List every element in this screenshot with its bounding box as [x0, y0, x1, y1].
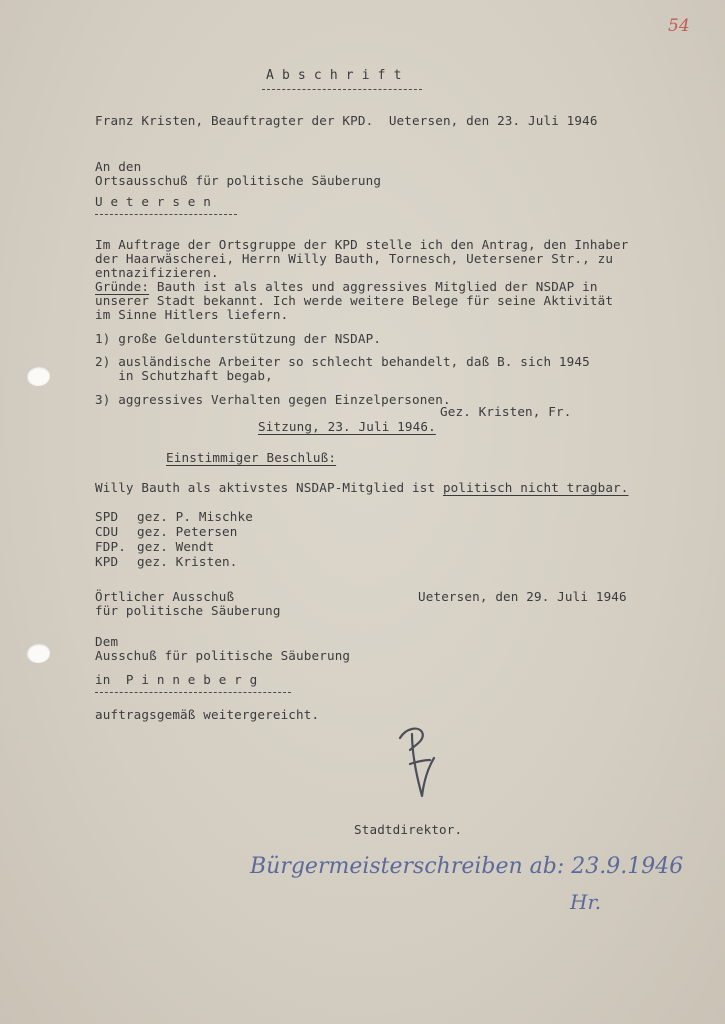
address-underline: [95, 214, 237, 215]
body-line-3: entnazifizieren.: [95, 265, 219, 280]
signed-by: Gez. Kristen, Fr.: [440, 404, 572, 419]
recipient-underline: [95, 692, 291, 693]
recipient-line-2: Ausschuß für politische Säuberung: [95, 648, 351, 663]
resolution-part-2: politisch nicht tragbar.: [442, 480, 629, 495]
signatory-party: CDU: [95, 524, 119, 539]
list-item-2-continued: in Schutzhaft begab,: [95, 368, 273, 383]
signatory-cdu: [95, 524, 238, 539]
signatory-party: FDP.: [95, 539, 126, 554]
local-committee-line-1: Örtlicher Ausschuß: [95, 589, 235, 604]
address-line-1: An den: [95, 159, 142, 174]
title-underline: [262, 89, 422, 90]
recipient-line-1: Dem: [95, 634, 119, 649]
resolution-part-1: Willy Bauth als aktivstes NSDAP-Mitglied ist: [95, 480, 443, 495]
gruende-label: Gründe:: [95, 279, 150, 294]
list-item-2: 2) ausländische Arbeiter so schlecht behandelt, daß B. sich 1945: [95, 354, 590, 369]
signatory-name: gez. Wendt: [137, 539, 215, 554]
signatory-name: gez. P. Mischke: [137, 509, 253, 524]
signatory-kpd: [95, 554, 238, 569]
forwarded-note: auftragsgemäß weitergereicht.: [95, 707, 320, 722]
address-line-2: Ortsausschuß für politische Säuberung: [95, 173, 382, 188]
signatory-name: gez. Kristen.: [137, 554, 238, 569]
body-line-4-text: Bauth ist als altes und aggressives Mitglied der NSDAP in: [149, 279, 598, 294]
body-line-5: unserer Stadt bekannt. Ich werde weitere Belege für seine Aktivität: [95, 293, 614, 308]
resolution-heading: Einstimmiger Beschluß:: [166, 450, 337, 465]
signatory-spd: [95, 509, 253, 524]
page-number: 54: [668, 16, 690, 36]
signature-title: Stadtdirektor.: [354, 822, 463, 837]
signatory-name: gez. Petersen: [137, 524, 238, 539]
document-title: A b s c h r i f t: [266, 68, 402, 83]
body-line-1: Im Auftrage der Ortsgruppe der KPD stelle ich den Antrag, den Inhaber: [95, 237, 629, 252]
recipient-line-3: in P i n n e b e r g: [95, 672, 258, 687]
punch-hole-top: [26, 366, 50, 386]
resolution-text: [95, 480, 629, 495]
header-line: Franz Kristen, Beauftragter der KPD. Uetersen, den 23. Juli 1946: [95, 113, 598, 128]
session-date: Sitzung, 23. Juli 1946.: [258, 419, 436, 434]
list-item-3: 3) aggressives Verhalten gegen Einzelpersonen.: [95, 392, 451, 407]
handwritten-signature: [392, 724, 440, 804]
signatory-fdp: [95, 539, 214, 554]
body-line-6: im Sinne Hitlers liefern.: [95, 307, 289, 322]
address-line-3: U e t e r s e n: [95, 194, 211, 209]
handwritten-note-line-2: Hr.: [570, 890, 602, 914]
signatory-party: KPD: [95, 554, 119, 569]
body-line-4: [95, 279, 598, 294]
handwritten-note-line-1: Bürgermeisterschreiben ab: 23.9.1946: [250, 854, 684, 879]
local-committee-line-2: für politische Säuberung: [95, 603, 281, 618]
punch-hole-bottom: [26, 643, 50, 663]
signatory-party: SPD: [95, 509, 119, 524]
list-item-1: 1) große Geldunterstützung der NSDAP.: [95, 331, 382, 346]
body-line-2: der Haarwäscherei, Herrn Willy Bauth, Tornesch, Uetersener Str., zu: [95, 251, 614, 266]
local-committee-date: Uetersen, den 29. Juli 1946: [418, 589, 627, 604]
